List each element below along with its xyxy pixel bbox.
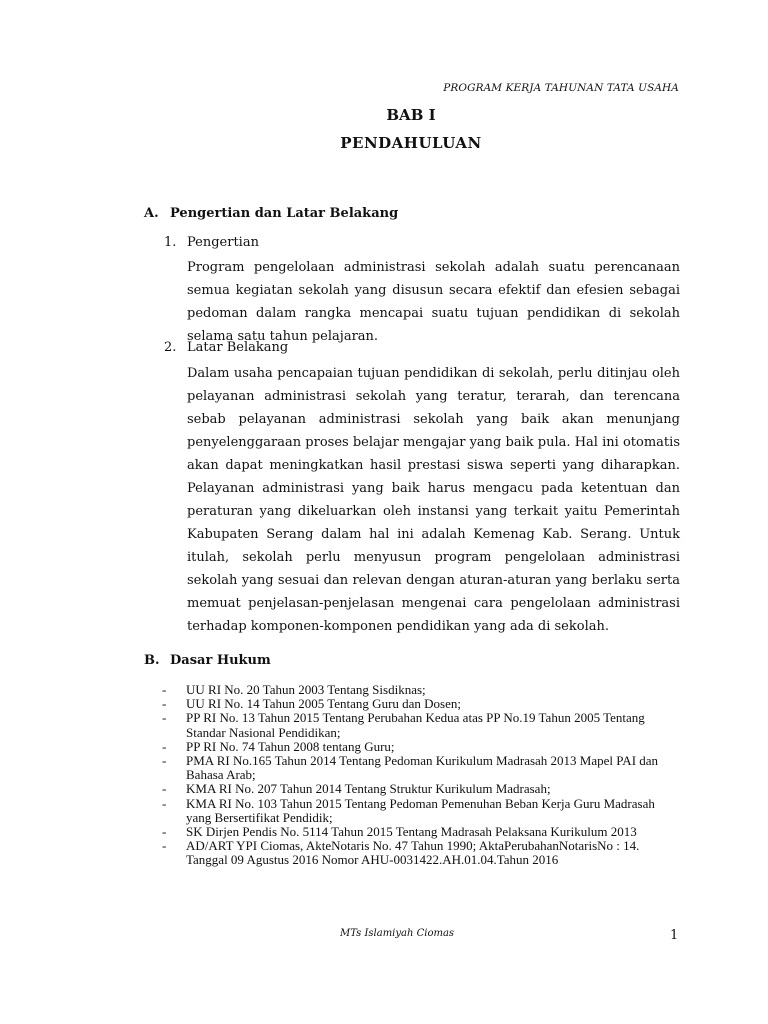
list-bullet: - [162, 824, 167, 840]
list-item: - SK Dirjen Pendis No. 5114 Tahun 2015 Tentang Madrasah Pelaksana Kurikulum 2013 [162, 824, 637, 840]
section-b-heading [144, 653, 271, 668]
chapter-title: PENDAHULUAN [340, 134, 482, 152]
list-item: - PP RI No. 74 Tahun 2008 tentang Guru; [162, 738, 395, 754]
item-1-number: 1. [164, 235, 177, 250]
list-bullet: - [162, 710, 167, 726]
list-bullet: - [162, 753, 167, 769]
section-b-letter: B. [144, 653, 160, 668]
list-item: - UU RI No. 14 Tahun 2005 Tentang Guru dan Dosen; [162, 696, 461, 712]
item-2-title: Latar Belakang [187, 340, 289, 355]
list-bullet: - [162, 795, 167, 811]
list-item: - UU RI No. 20 Tahun 2003 Tentang Sisdiknas; [162, 682, 426, 697]
section-a-letter: A. [144, 206, 159, 221]
section-a-title: Pengertian dan Latar Belakang [170, 206, 399, 221]
list-bullet: - [162, 682, 167, 697]
item-1-title: Pengertian [187, 235, 259, 250]
list-item: - KMA RI No. 103 Tahun 2015 Tentang Pedoman Pemenuhan Beban Kerja Guru Madrasah yang Bersertifikat Pendidik; [162, 795, 655, 825]
page-number: 1 [670, 928, 679, 943]
list-bullet: - [162, 781, 167, 797]
list-item: - PMA RI No.165 Tahun 2014 Tentang Pedoman Kurikulum Madrasah 2013 Mapel PAI dan Bahasa Arab; [162, 753, 659, 783]
item-2-number: 2. [164, 340, 177, 355]
chapter-label: BAB I [386, 106, 436, 124]
list-item: - KMA RI No. 207 Tahun 2014 Tentang Struktur Kurikulum Madrasah; [162, 781, 551, 797]
section-b-title: Dasar Hukum [170, 653, 271, 668]
list-bullet: - [162, 738, 167, 754]
item-1-paragraph: Program pengelolaan administrasi sekolah adalah suatu perencanaan semua kegiatan sekolah yang disusun secara efektif dan efesien sebagai pedoman dalam rangka mencapai suatu tujuan pendidikan di sekolah selama satu tahun pelajaran. [187, 260, 680, 344]
running-header: PROGRAM KERJA TAHUNAN TATA USAHA [443, 82, 679, 94]
page-footer: MTs Islamiyah Ciomas [339, 928, 455, 939]
list-bullet: - [162, 838, 167, 854]
list-item: - PP RI No. 13 Tahun 2015 Tentang Perubahan Kedua atas PP No.19 Tahun 2005 Tentang Standar Nasional Pendidikan; [162, 710, 645, 740]
legal-basis-list [162, 683, 682, 868]
item-2-paragraph: Dalam usaha pencapaian tujuan pendidikan di sekolah, perlu ditinjau oleh pelayanan administrasi sekolah yang teratur, terarah, dan terencana sebab pelayanan administrasi sekolah yang baik akan menunjang penyelenggaraan proses belajar mengajar yang baik pula. Hal ini otomatis akan dapat meningkatkan hasil prestasi siswa seperti yang diharapkan. Pelayanan administrasi yang baik harus mengacu pada ketentuan dan peraturan yang dikeluarkan oleh instansi yang terkait yaitu Pemerintah Kabupaten Serang dalam hal ini adalah Kemenag Kab. Serang. Untuk itulah, sekolah perlu menyusun program pengelolaan administrasi sekolah yang sesuai dan relevan dengan aturan-aturan yang berlaku serta memuat penjelasan-penjelasan mengenai cara pengelolaan administrasi terhadap komponen-komponen pendidikan yang ada di sekolah. [187, 366, 680, 634]
item-1-heading [164, 235, 259, 250]
list-bullet: - [162, 696, 167, 712]
section-a-heading [144, 206, 398, 221]
item-2-heading [164, 340, 288, 355]
list-item: - AD/ART YPI Ciomas, AkteNotaris No. 47 Tahun 1990; AktaPerubahanNotarisNo : 14. Tanggal 09 Agustus 2016 Nomor AHU-0031422.AH.01.04.Tahun 2016 [162, 838, 640, 868]
